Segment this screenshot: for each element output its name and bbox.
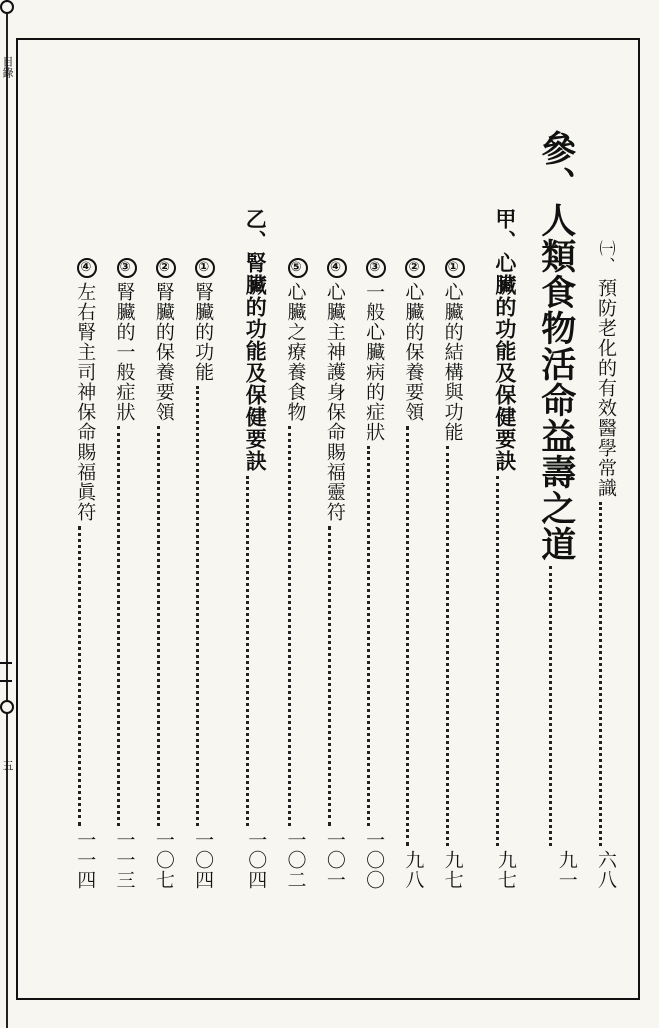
toc-page-number: 一〇二 <box>284 830 307 890</box>
toc-entry[interactable] <box>225 130 270 960</box>
toc-entry-title <box>581 240 620 498</box>
circled-number: ② <box>405 258 425 278</box>
toc-entry[interactable] <box>581 130 620 960</box>
dot-leader <box>328 526 331 826</box>
toc-page-number: 九七 <box>441 850 464 890</box>
toc-page-number: 九七 <box>494 850 517 890</box>
toc-entry[interactable] <box>520 130 581 960</box>
toc-entry-title <box>139 258 178 422</box>
circled-number: ① <box>195 258 215 278</box>
parenthesized-number: ㈠、 <box>597 240 616 274</box>
dot-leader <box>288 426 291 826</box>
toc-entry-text: 預防老化的有效醫學常識 <box>595 278 617 498</box>
toc-entry-title <box>270 258 309 422</box>
toc-entry-text: 一般心臟病的症狀 <box>363 282 386 442</box>
toc-entry[interactable] <box>349 130 388 960</box>
toc-entry-title <box>60 258 99 522</box>
toc-entry-title <box>520 130 581 562</box>
toc-entry-text: 腎臟的保養要領 <box>152 282 175 422</box>
toc-entry-text: 乙、腎臟的功能及保健要訣 <box>243 208 269 472</box>
toc-entry-text: 參、人類食物活命益壽之道 <box>535 130 577 562</box>
dot-leader <box>157 426 160 826</box>
left-edge-tick <box>0 662 12 664</box>
circled-number: ③ <box>366 258 386 278</box>
toc-entry-text: 左右腎主司神保命賜福眞符 <box>74 282 97 522</box>
table-of-contents <box>60 130 620 960</box>
toc-entry[interactable] <box>139 130 178 960</box>
toc-page-number: 一〇四 <box>245 830 268 890</box>
toc-page-number: 一一四 <box>74 830 97 890</box>
circled-number: ⑤ <box>288 258 308 278</box>
dot-leader <box>196 386 199 826</box>
toc-entry[interactable] <box>388 130 427 960</box>
toc-entry-title <box>388 258 427 422</box>
toc-page-number: 九一 <box>555 850 578 890</box>
circled-number: ④ <box>77 258 97 278</box>
toc-page-number: 一〇七 <box>152 830 175 890</box>
toc-page-number: 一〇四 <box>192 830 215 890</box>
toc-entry[interactable] <box>427 130 466 960</box>
toc-entry-text: 心臟主神護身保命賜福靈符 <box>323 282 346 522</box>
binding-circle-mark-upper <box>0 0 14 14</box>
toc-entry-title <box>475 208 520 472</box>
toc-entry-title <box>178 258 217 382</box>
dot-leader <box>406 426 409 846</box>
binding-circle-mark-lower <box>0 700 14 714</box>
dot-leader <box>246 476 249 826</box>
toc-entry[interactable] <box>60 130 99 960</box>
toc-entry-title <box>427 258 466 442</box>
toc-page-number: 一〇一 <box>323 830 346 890</box>
left-edge-tick <box>0 680 12 682</box>
toc-entry-text: 心臟的結構與功能 <box>441 282 464 442</box>
toc-entry-text: 腎臟的功能 <box>192 282 215 382</box>
circled-number: ① <box>445 258 465 278</box>
toc-page-number: 九八 <box>402 850 425 890</box>
circled-number: ② <box>156 258 176 278</box>
dot-leader <box>446 446 449 846</box>
toc-entry[interactable] <box>270 130 309 960</box>
dot-leader <box>549 566 552 846</box>
toc-entry-text: 甲、心臟的功能及保健要訣 <box>492 208 518 472</box>
toc-entry-title <box>310 258 349 522</box>
toc-page-number: 六八 <box>595 850 617 890</box>
toc-entry-text: 心臟的保養要領 <box>402 282 425 422</box>
toc-entry-text: 腎臟的一般症狀 <box>113 282 136 422</box>
dot-leader <box>367 446 370 826</box>
toc-entry[interactable] <box>310 130 349 960</box>
toc-entry-title <box>99 258 138 422</box>
page-left-edge <box>0 0 8 1028</box>
toc-entry-title <box>349 258 388 442</box>
toc-page-number: 一〇〇 <box>363 830 386 890</box>
dot-leader <box>117 426 120 826</box>
toc-entry-title <box>225 208 270 472</box>
dot-leader <box>496 476 499 846</box>
toc-entry[interactable] <box>99 130 138 960</box>
circled-number: ③ <box>117 258 137 278</box>
toc-entry[interactable] <box>475 130 520 960</box>
toc-entry[interactable] <box>178 130 217 960</box>
dot-leader <box>78 526 81 826</box>
dot-leader <box>599 502 602 846</box>
left-edge-label-lower: 五 <box>1 760 14 771</box>
left-edge-label-upper: 目錄 <box>1 56 14 78</box>
circled-number: ④ <box>327 258 347 278</box>
toc-entry-text: 心臟之療養食物 <box>284 282 307 422</box>
toc-page-number: 一一三 <box>113 830 136 890</box>
